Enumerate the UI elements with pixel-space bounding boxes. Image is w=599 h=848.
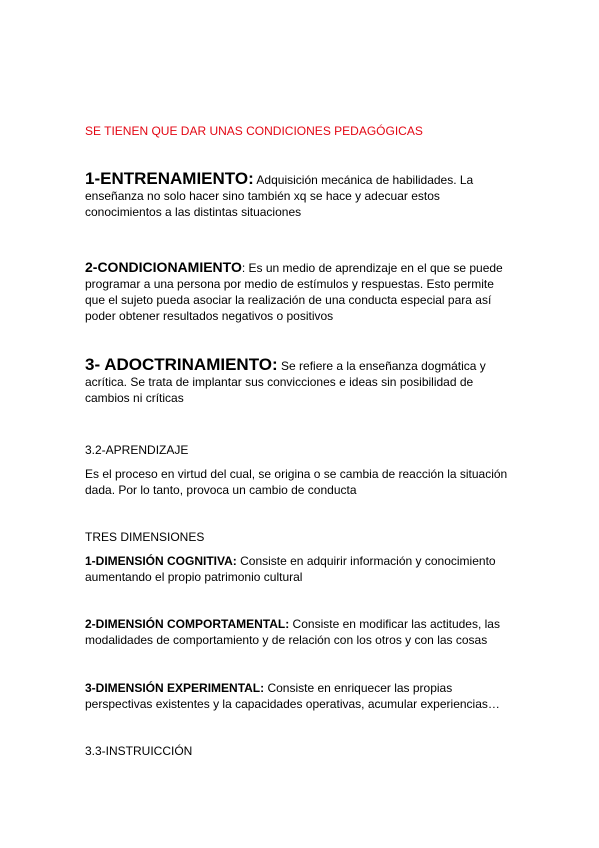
paragraph-dimension-experimental [85,680,515,712]
text-dimension-experimental: Consiste en enriquecer las propias perspectivas existentes y la capacidades operativas, acumular experiencias… [85,681,500,711]
term-dimension-cognitiva: 1-DIMENSIÓN COGNITIVA: [85,554,237,568]
term-dimension-comportamental: 2-DIMENSIÓN COMPORTAMENTAL: [85,617,290,631]
text-dimension-comportamental: Consiste en modificar las actitudes, las modalidades de comportamiento y de relación con los otros y con las cosas [85,617,500,647]
text-entrenamiento: Adquisición mecánica de habilidades. La enseñanza no solo hacer sino también xq se hace y adecuar estos conocimientos a las distintas situaciones [85,173,474,219]
term-dimension-experimental: 3-DIMENSIÓN EXPERIMENTAL: [85,681,265,695]
text-adoctrinamiento: Se refiere a la enseñanza dogmática y acrítica. Se trata de implantar sus convicciones e ideas sin posibilidad de cambios ni críticas [85,359,486,405]
term-adoctrinamiento: 3- ADOCTRINAMIENTO: [85,355,278,374]
aprendizaje-title: 3.2-APRENDIZAJE [85,443,189,457]
paragraph-dimension-comportamental [85,616,515,648]
paragraph-adoctrinamiento [85,357,515,406]
dimensiones-title: TRES DIMENSIONES [85,530,205,544]
paragraph-dimension-cognitiva [85,553,515,585]
term-entrenamiento: 1-ENTRENAMIENTO: [85,169,254,188]
aprendizaje-text: Es el proceso en virtud del cual, se origina o se cambia de reacción la situación dada. Por lo tanto, provoca un cambio de conducta [85,467,508,497]
text-dimension-cognitiva: Consiste en adquirir información y conocimiento aumentando el propio patrimonio cultural [85,554,496,584]
paragraph-condicionamiento [85,259,515,324]
section-heading: SE TIENEN QUE DAR UNAS CONDICIONES PEDAGÓGICAS [85,124,423,138]
instruccion-title: 3.3-INSTRUICCIÓN [85,744,193,758]
paragraph-entrenamiento [85,171,515,220]
term-condicionamiento: 2-CONDICIONAMIENTO [85,259,242,275]
text-condicionamiento: : Es un medio de aprendizaje en el que se puede programar a una persona por medio de estímulos y respuestas. Esto permite que el sujeto pueda asociar la realización de una conducta especial para así poder obtener resultados negativos o positivos [85,261,503,323]
